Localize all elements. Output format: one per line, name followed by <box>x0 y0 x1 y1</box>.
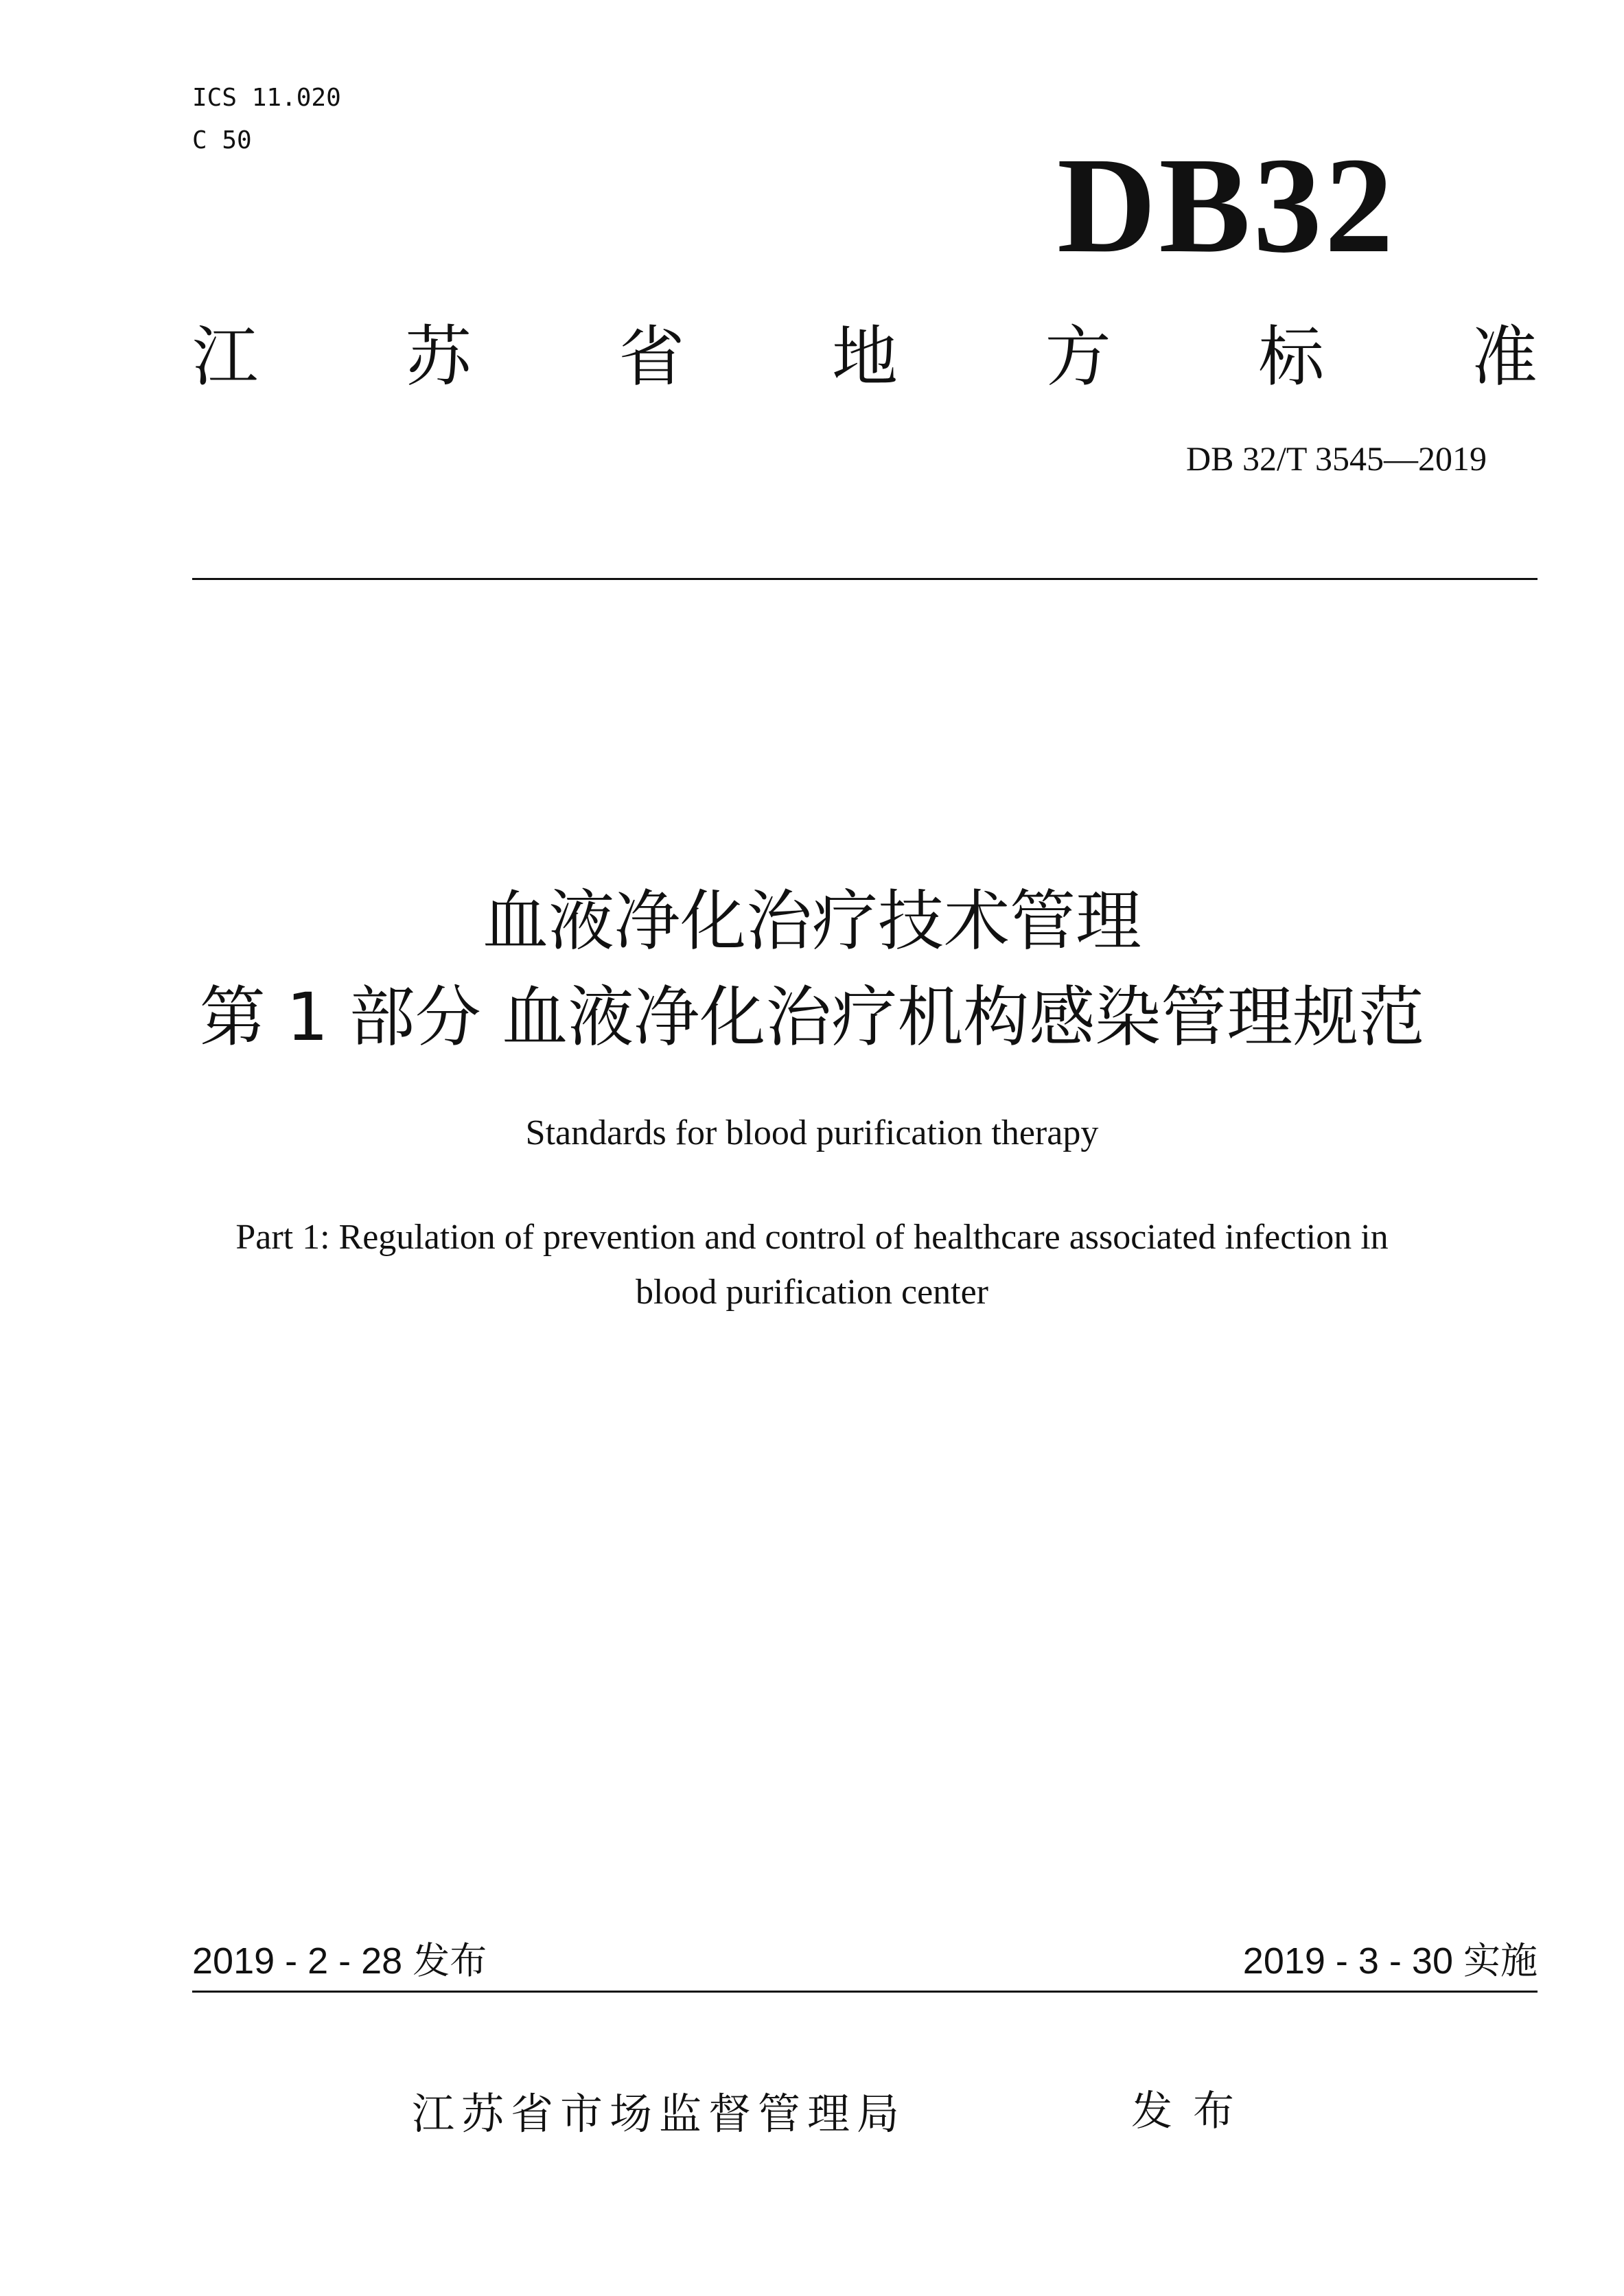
title-en-line2: Part 1: Regulation of prevention and control of healthcare associated infection in <box>235 1218 1389 1257</box>
standard-type-char: 苏 <box>405 318 472 395</box>
standard-type-heading <box>192 316 1538 398</box>
issue-date: 2019 - 2 - 28 发布 <box>192 1940 487 1982</box>
standard-type-char: 省 <box>618 318 685 395</box>
bottom-divider <box>192 1991 1538 1993</box>
title-cn-line2: 第 1 部分 血液净化治疗机构感染管理规范 <box>199 979 1425 1056</box>
implement-date: 2019 - 3 - 30 实施 <box>1242 1940 1538 1982</box>
ics-code: ICS 11.020 <box>192 84 341 112</box>
ccs-code: C 50 <box>192 126 252 154</box>
top-divider <box>192 578 1538 580</box>
title-cn-line1: 血液净化治疗技术管理 <box>483 883 1141 960</box>
title-en-line3: blood purification center <box>635 1273 989 1312</box>
standard-type-char: 标 <box>1258 318 1325 395</box>
db32-logo: DB32 <box>1057 130 1396 281</box>
standard-type-char: 方 <box>1045 318 1111 395</box>
issue-label: 发布 <box>1131 2087 1255 2135</box>
standard-type-char: 准 <box>1471 318 1538 395</box>
standard-type-char: 地 <box>831 318 898 395</box>
issuer-name: 江苏省市场监督管理局 <box>412 2089 907 2139</box>
title-en-line1: Standards for blood purification therapy <box>525 1113 1099 1152</box>
standard-code: DB 32/T 3545—2019 <box>1186 439 1487 478</box>
standard-type-char: 江 <box>192 318 258 395</box>
